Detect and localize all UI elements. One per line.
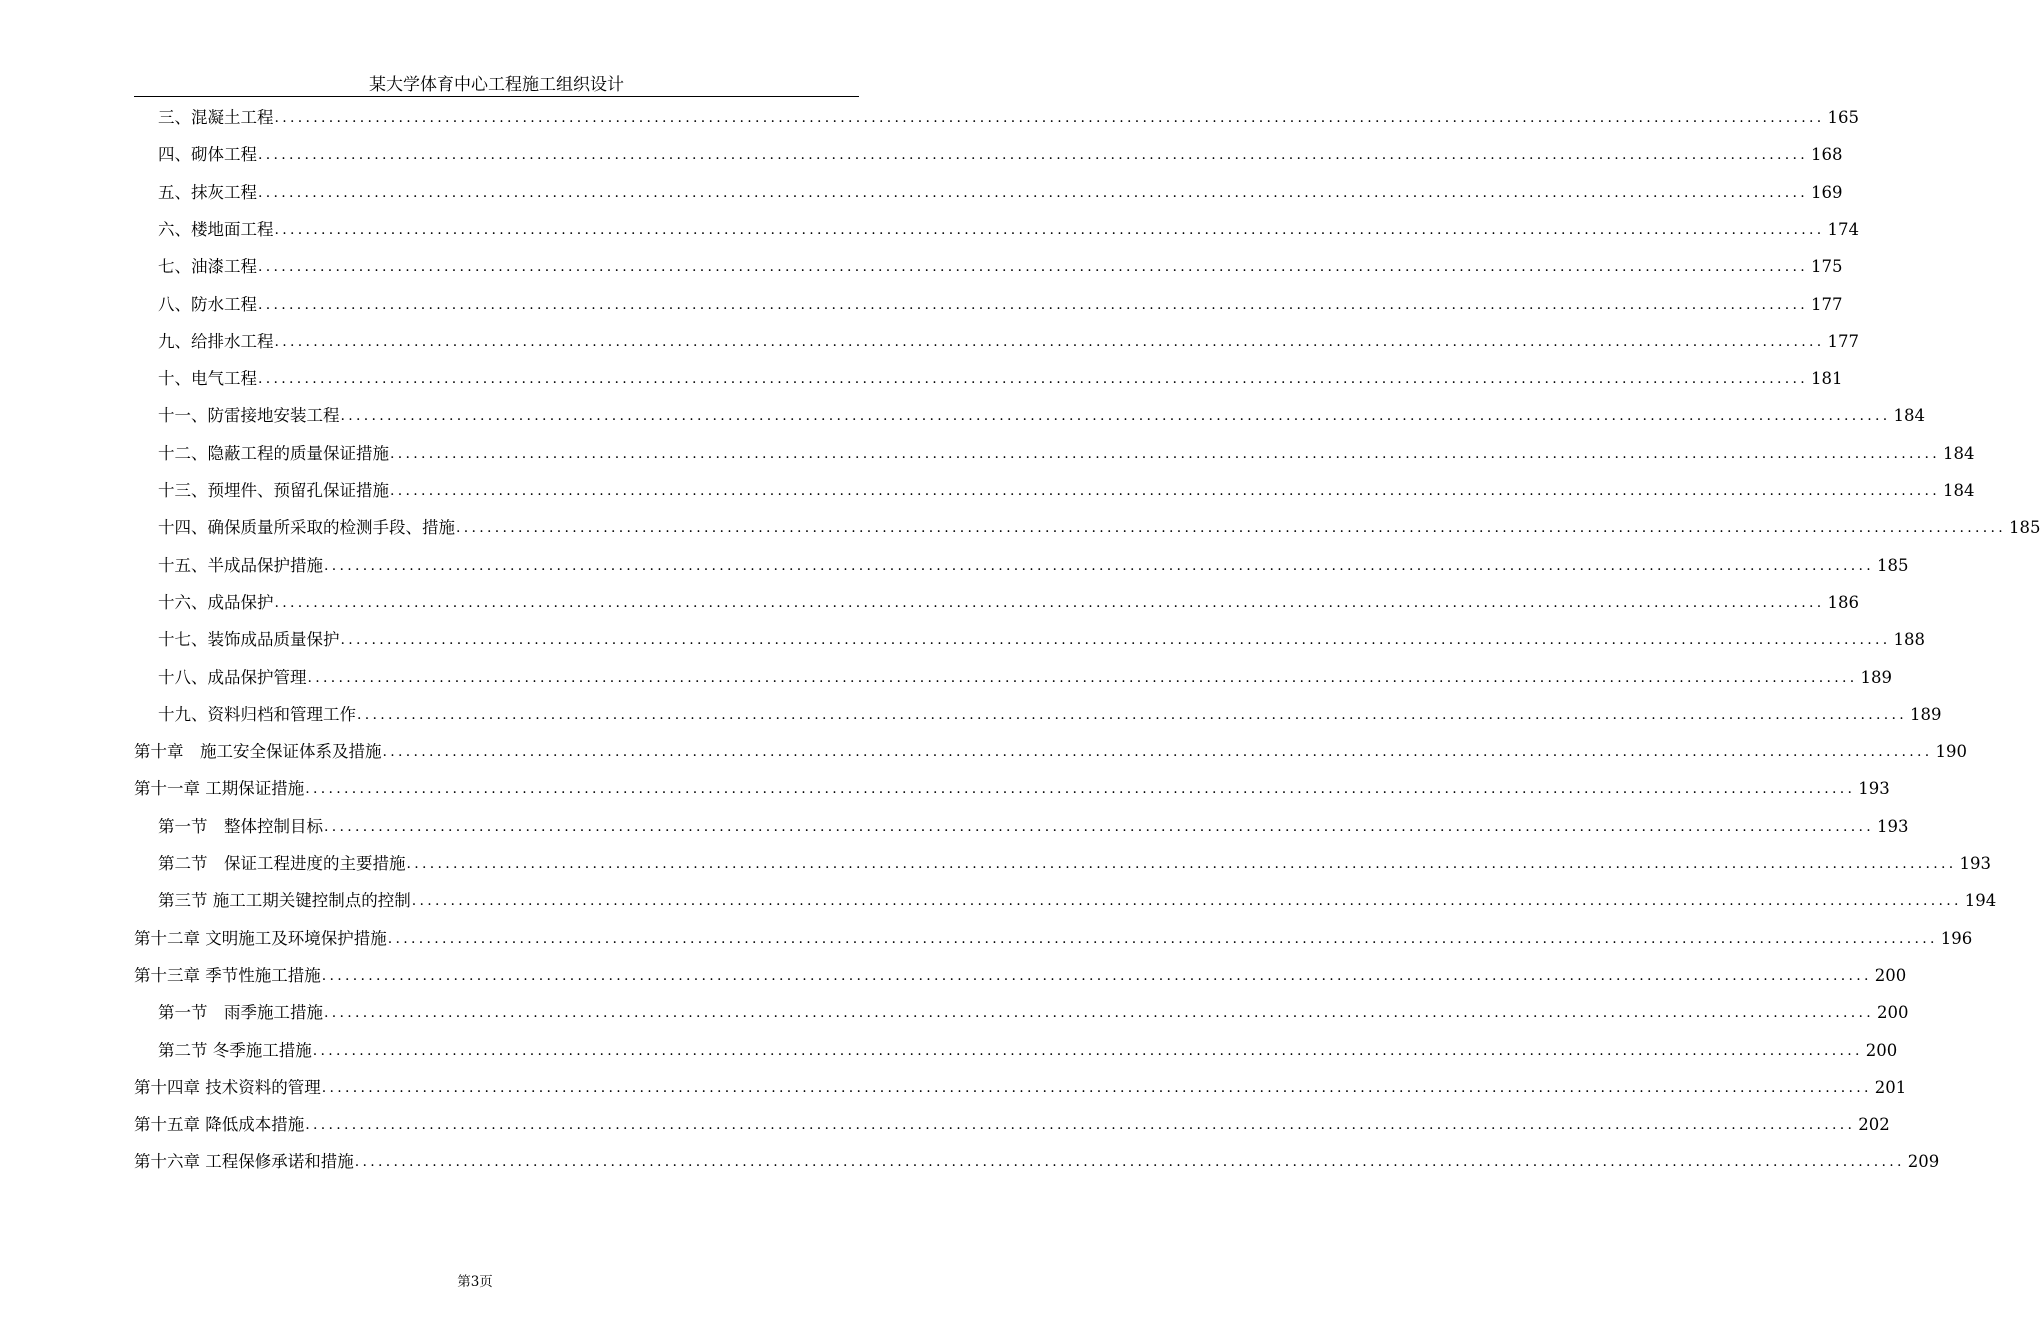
toc-entry[interactable]	[158, 699, 1942, 725]
toc-dot-leader: ........................................................................................................................................................................................................	[456, 520, 2007, 537]
toc-dot-leader: ........................................................................................................................................................................................................	[258, 371, 1809, 388]
toc-entry-title: 第十二章 文明施工及环境保护措施	[134, 928, 387, 948]
toc-dot-leader: ........................................................................................................................................................................................................	[411, 893, 1962, 910]
toc-dot-leader: ........................................................................................................................................................................................................	[387, 930, 1938, 947]
toc-entry-title: 十二、隐蔽工程的质量保证措施	[158, 443, 389, 463]
toc-entry[interactable]	[158, 438, 1975, 464]
toc-entry[interactable]	[134, 923, 1973, 949]
toc-entry-page-number: 193	[1858, 779, 1890, 799]
toc-entry[interactable]	[158, 848, 1992, 874]
toc-entry-page-number: 184	[1893, 406, 1926, 426]
toc-entry-page-number: 168	[1811, 145, 1843, 165]
toc-dot-leader: ........................................................................................................................................................................................................	[406, 856, 1957, 872]
toc-entry-page-number: 184	[1943, 481, 1975, 500]
toc-entry-title: 十三、预埋件、预留孔保证措施	[158, 481, 389, 500]
toc-entry-page-number: 177	[1827, 331, 1860, 351]
toc-entry[interactable]	[134, 773, 1890, 799]
toc-dot-leader: ........................................................................................................................................................................................................	[305, 781, 1856, 798]
toc-dot-leader: ........................................................................................................................................................................................................	[354, 1154, 1905, 1171]
toc-dot-leader: ........................................................................................................................................................................................................	[307, 669, 1858, 686]
toc-entry[interactable]	[158, 550, 1909, 576]
toc-entry-title: 八、防水工程	[158, 294, 257, 314]
toc-entry[interactable]	[158, 289, 1843, 315]
toc-entry[interactable]	[134, 960, 1907, 986]
toc-entry-page-number: 193	[1877, 816, 1909, 836]
toc-dot-leader: ........................................................................................................................................................................................................	[305, 1117, 1856, 1134]
toc-entry[interactable]	[134, 736, 1968, 762]
toc-entry-title: 四、砌体工程	[158, 145, 257, 165]
toc-dot-leader: ........................................................................................................................................................................................................	[258, 259, 1809, 276]
toc-entry-page-number: 184	[1943, 443, 1975, 463]
toc-dot-leader: ........................................................................................................................................................................................................	[321, 967, 1872, 984]
toc-entry-page-number: 189	[1910, 704, 1942, 724]
toc-entry-title: 十九、资料归档和管理工作	[158, 704, 356, 724]
toc-entry[interactable]	[134, 1109, 1890, 1135]
toc-entry[interactable]	[158, 102, 1860, 128]
toc-entry[interactable]	[158, 997, 1909, 1023]
toc-entry[interactable]	[158, 214, 1860, 240]
toc-entry[interactable]	[158, 251, 1843, 277]
toc-entry-page-number: 193	[1959, 854, 1992, 873]
toc-dot-leader: ........................................................................................................................................................................................................	[324, 557, 1875, 574]
toc-entry-title: 第三节 施工工期关键控制点的控制	[158, 891, 411, 911]
toc-entry[interactable]	[158, 624, 1926, 650]
toc-entry-page-number: 177	[1811, 294, 1843, 314]
toc-entry[interactable]	[134, 1072, 1907, 1098]
toc-entry-title: 第一节 雨季施工措施	[158, 1003, 323, 1023]
toc-dot-leader: ........................................................................................................................................................................................................	[274, 221, 1825, 238]
toc-entry-title: 十八、成品保护管理	[158, 667, 307, 687]
toc-entry-page-number: 185	[1877, 555, 1909, 575]
toc-dot-leader: ........................................................................................................................................................................................................	[274, 333, 1825, 350]
toc-entry-page-number: 174	[1827, 219, 1860, 239]
toc-entry-page-number: 188	[1893, 630, 1926, 650]
toc-entry[interactable]	[158, 177, 1843, 203]
toc-dot-leader: ........................................................................................................................................................................................................	[382, 744, 1933, 761]
toc-dot-leader: ........................................................................................................................................................................................................	[274, 594, 1825, 611]
toc-entry[interactable]	[158, 1035, 1898, 1061]
toc-entry-title: 十四、确保质量所采取的检测手段、措施	[158, 518, 455, 538]
toc-entry-page-number: 165	[1827, 108, 1860, 127]
toc-entry-page-number: 189	[1860, 667, 1893, 687]
toc-entry[interactable]	[158, 139, 1843, 165]
toc-entry-page-number: 196	[1940, 928, 1973, 948]
toc-entry-title: 第一节 整体控制目标	[158, 816, 323, 836]
toc-entry-page-number: 194	[1964, 891, 1997, 911]
page-number-footer: 第3页	[457, 1274, 493, 1290]
toc-dot-leader: ........................................................................................................................................................................................................	[340, 632, 1891, 649]
toc-dot-leader: ........................................................................................................................................................................................................	[340, 408, 1891, 425]
toc-entry[interactable]	[158, 662, 1893, 688]
toc-dot-leader: ........................................................................................................................................................................................................	[258, 147, 1809, 164]
toc-entry-title: 第十四章 技术资料的管理	[134, 1077, 321, 1097]
toc-entry-page-number: 202	[1858, 1115, 1890, 1135]
toc-dot-leader: ........................................................................................................................................................................................................	[324, 818, 1875, 835]
toc-entry-title: 七、油漆工程	[158, 257, 257, 277]
page-header-title: 某大学体育中心工程施工组织设计	[369, 75, 624, 95]
toc-entry-title: 六、楼地面工程	[158, 219, 274, 239]
toc-entry[interactable]	[158, 475, 1975, 501]
toc-entry-title: 第二节 冬季施工措施	[158, 1040, 312, 1060]
toc-entry-page-number: 169	[1811, 182, 1843, 202]
toc-dot-leader: ........................................................................................................................................................................................................	[357, 706, 1908, 723]
toc-entry-page-number: 200	[1874, 965, 1907, 985]
toc-entry-page-number: 200	[1865, 1040, 1898, 1060]
toc-entry-title: 第二节 保证工程进度的主要措施	[158, 854, 406, 873]
toc-entry-page-number: 209	[1907, 1152, 1940, 1172]
toc-entry-page-number: 200	[1877, 1003, 1909, 1023]
toc-entry-title: 十五、半成品保护措施	[158, 555, 323, 575]
toc-dot-leader: ........................................................................................................................................................................................................	[274, 110, 1825, 126]
toc-entry[interactable]	[158, 400, 1926, 426]
toc-entry-title: 第十三章 季节性施工措施	[134, 965, 321, 985]
toc-entry[interactable]	[158, 326, 1860, 352]
toc-entry-title: 五、抹灰工程	[158, 182, 257, 202]
toc-entry-page-number: 175	[1811, 257, 1843, 277]
toc-dot-leader: ........................................................................................................................................................................................................	[324, 1005, 1875, 1022]
toc-entry-page-number: 185	[2009, 518, 2041, 538]
toc-entry[interactable]	[158, 811, 1909, 837]
toc-dot-leader: ........................................................................................................................................................................................................	[390, 483, 1941, 499]
toc-dot-leader: ........................................................................................................................................................................................................	[258, 184, 1809, 201]
toc-entry-title: 第十六章 工程保修承诺和措施	[134, 1152, 354, 1172]
toc-entry-title: 三、混凝土工程	[158, 108, 274, 127]
toc-dot-leader: ........................................................................................................................................................................................................	[258, 296, 1809, 313]
toc-entry[interactable]	[158, 587, 1860, 613]
toc-entry[interactable]	[158, 512, 2041, 538]
toc-entry-page-number: 201	[1874, 1077, 1907, 1097]
toc-entry-title: 第十五章 降低成本措施	[134, 1115, 305, 1135]
toc-entry[interactable]	[158, 363, 1843, 389]
toc-entry-title: 十一、防雷接地安装工程	[158, 406, 340, 426]
toc-entry-title: 九、给排水工程	[158, 331, 274, 351]
toc-dot-leader: ........................................................................................................................................................................................................	[321, 1079, 1872, 1096]
toc-dot-leader: ........................................................................................................................................................................................................	[312, 1042, 1863, 1059]
toc-entry-title: 十六、成品保护	[158, 592, 274, 612]
toc-entry-page-number: 186	[1827, 592, 1860, 612]
toc-entry[interactable]	[158, 885, 1997, 911]
toc-entry-title: 第十一章 工期保证措施	[134, 779, 305, 799]
toc-entry-page-number: 181	[1811, 369, 1843, 389]
toc-entry[interactable]	[134, 1146, 1940, 1172]
toc-entry-title: 十、电气工程	[158, 369, 257, 389]
toc-entry-page-number: 190	[1935, 742, 1968, 762]
toc-entry-title: 十七、装饰成品质量保护	[158, 630, 340, 650]
toc-dot-leader: ........................................................................................................................................................................................................	[390, 445, 1941, 462]
toc-entry-title: 第十章 施工安全保证体系及措施	[134, 742, 382, 762]
